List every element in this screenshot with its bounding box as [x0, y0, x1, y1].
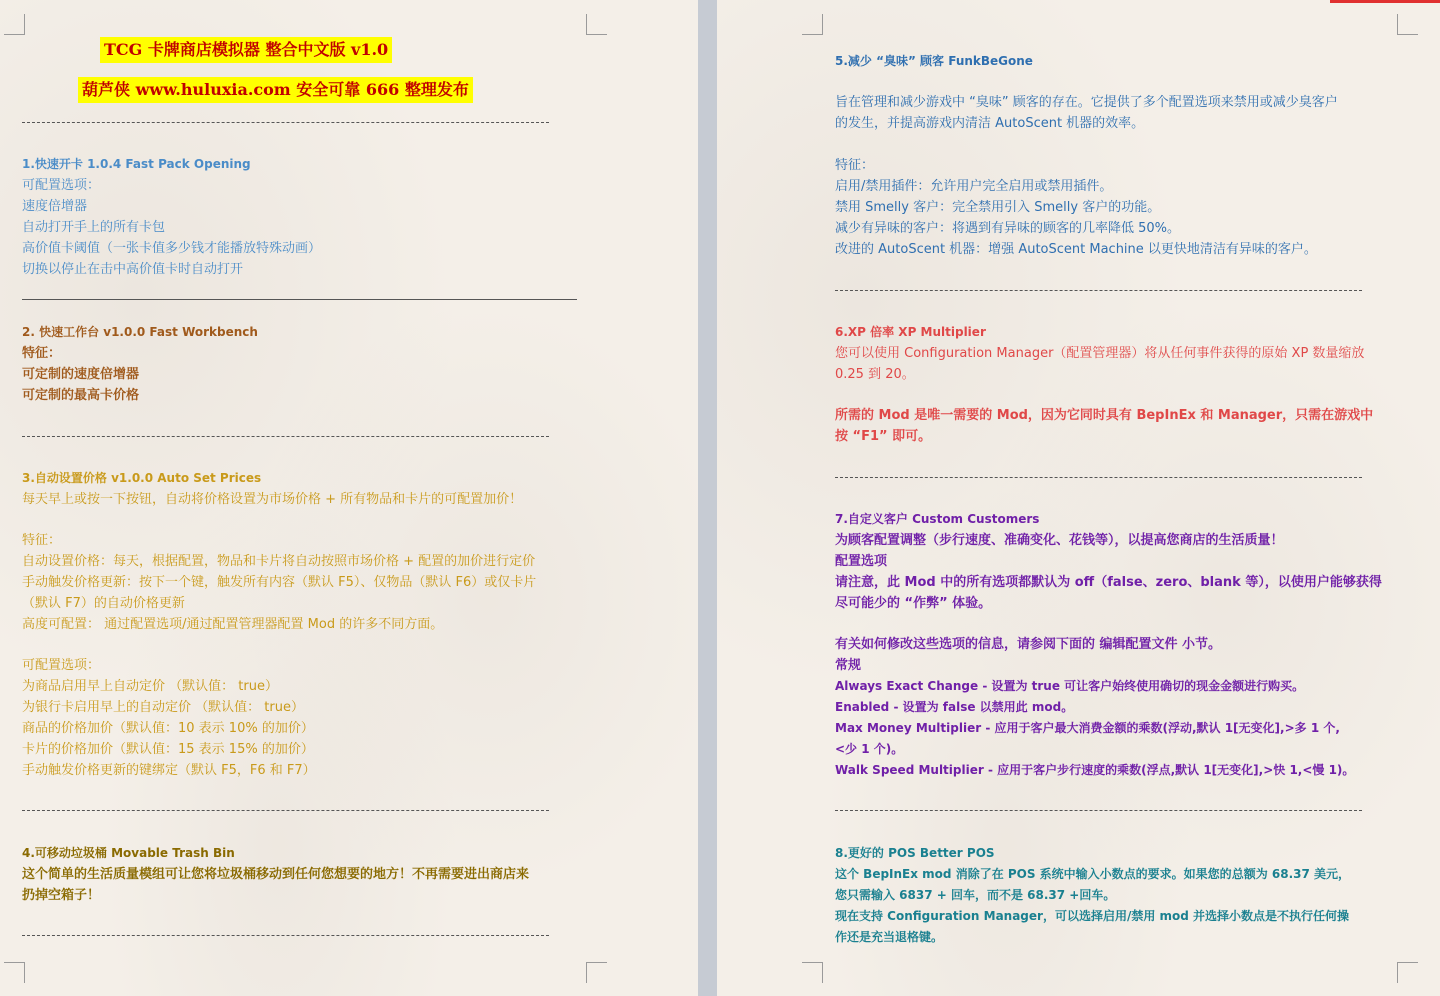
document-subtitle: 葫芦侠 www.huluxia.com 安全可靠 666 整理发布: [78, 77, 473, 103]
text-line: 速度倍增器: [22, 199, 88, 214]
text-line: 可定制的速度倍增器: [22, 367, 140, 382]
page-marker: [1330, 0, 1440, 3]
text-line: Enabled - 设置为 false 以禁用此 mod。: [835, 700, 1074, 714]
section-heading-funkbegone: 5.减少 “臭味” 顾客 FunkBeGone: [835, 54, 1033, 68]
text-line: 改进的 AutoScent 机器：增强 AutoScent Machine 以更快地清洁有异味的客户。: [835, 242, 1317, 257]
page-gutter: [698, 0, 717, 996]
text-line: 特征：: [22, 533, 62, 548]
document-page-right: [717, 0, 1440, 996]
text-line: 启用/禁用插件：允许用户完全启用或禁用插件。: [835, 179, 1113, 194]
page-corner-mark: [586, 962, 607, 983]
text-line: 可配置选项：: [22, 658, 101, 673]
text-line: 商品的价格加价（默认值：10 表示 10% 的加价）: [22, 721, 314, 736]
page-corner-mark: [1397, 14, 1418, 35]
text-line: 每天早上或按一下按钮，自动将价格设置为市场价格 + 所有物品和卡片的可配置加价！: [22, 492, 523, 507]
section-heading-fast-workbench: 2. 快速工作台 v1.0.0 Fast Workbench: [22, 325, 258, 339]
text-line: Max Money Multiplier - 应用于客户最大消费金额的乘数(浮动,默认 1[无变化],>多 1 个,: [835, 721, 1340, 735]
section-divider: [835, 290, 1362, 291]
section-heading-custom-customers: 7.自定义客户 Custom Customers: [835, 512, 1040, 526]
page-corner-mark: [4, 14, 25, 35]
text-line: 卡片的价格加价（默认值：15 表示 15% 的加价）: [22, 742, 314, 757]
text-line: Walk Speed Multiplier - 应用于客户步行速度的乘数(浮点,默认 1[无变化],>快 1,<慢 1)。: [835, 763, 1355, 777]
section-heading-auto-set-prices: 3.自动设置价格 v1.0.0 Auto Set Prices: [22, 471, 262, 485]
text-line: 为商品启用早上自动定价 （默认值： true）: [22, 679, 278, 694]
text-line: <少 1 个)。: [835, 742, 904, 756]
document-title: TCG 卡牌商店模拟器 整合中文版 v1.0: [100, 37, 392, 63]
text-line: 自动设置价格：每天，根据配置，物品和卡片将自动按照市场价格 + 配置的加价进行定价: [22, 554, 536, 569]
section-heading-fast-pack-opening: 1.快速开卡 1.0.4 Fast Pack Opening: [22, 157, 251, 171]
text-line: 按 “F1” 即可。: [835, 429, 932, 444]
text-line: 的发生，并提高游戏内清洁 AutoScent 机器的效率。: [835, 116, 1145, 131]
text-line: 作还是充当退格键。: [835, 930, 944, 944]
text-line: 手动触发价格更新的键绑定（默认 F5，F6 和 F7）: [22, 763, 316, 778]
document-page-left: [0, 0, 698, 996]
section-divider: [835, 477, 1362, 478]
section-divider: [835, 810, 1362, 811]
page-corner-mark: [1397, 962, 1418, 983]
page-corner-mark: [586, 14, 607, 35]
text-line: 特征：: [22, 346, 62, 361]
text-line: 有关如何修改这些选项的信息，请参阅下面的 编辑配置文件 小节。: [835, 637, 1222, 652]
text-line: 为顾客配置调整（步行速度、准确变化、花钱等），以提高您商店的生活质量！: [835, 533, 1284, 548]
text-line: 0.25 到 20。: [835, 367, 915, 382]
text-line: 扔掉空箱子！: [22, 888, 101, 903]
text-line: 尽可能少的 “作弊” 体验。: [835, 596, 992, 611]
text-line: 旨在管理和减少游戏中 “臭味” 顾客的存在。它提供了多个配置选项来禁用或减少臭客户: [835, 95, 1338, 110]
text-line: 禁用 Smelly 客户：完全禁用引入 Smelly 客户的功能。: [835, 200, 1161, 215]
section-divider: [22, 122, 549, 123]
section-heading-movable-trash-bin: 4.可移动垃圾桶 Movable Trash Bin: [22, 846, 235, 860]
text-line: 这个 BepInEx mod 消除了在 POS 系统中输入小数点的要求。如果您的总额为 68.37 美元，: [835, 867, 1351, 881]
section-divider: [22, 299, 577, 300]
text-line: 减少有异味的客户：将遇到有异味的顾客的几率降低 50%。: [835, 221, 1181, 236]
section-heading-better-pos: 8.更好的 POS Better POS: [835, 846, 995, 860]
text-line: 特征：: [835, 158, 875, 173]
section-divider: [22, 810, 549, 811]
section-divider: [22, 436, 549, 437]
text-line: 配置选项: [835, 554, 888, 569]
page-corner-mark: [4, 962, 25, 983]
text-line: 切换以停止在击中高价值卡时自动打开: [22, 262, 244, 277]
text-line: 为银行卡启用早上的自动定价 （默认值： true）: [22, 700, 304, 715]
text-line: 手动触发价格更新：按下一个键，触发所有内容（默认 F5）、仅物品（默认 F6）或仅卡片: [22, 575, 537, 590]
page-corner-mark: [802, 962, 823, 983]
page-corner-mark: [802, 14, 823, 35]
text-line: 您可以使用 Configuration Manager（配置管理器）将从任何事件获得的原始 XP 数量缩放: [835, 346, 1365, 361]
section-divider: [22, 935, 549, 936]
text-line: 自动打开手上的所有卡包: [22, 220, 166, 235]
section-heading-xp-multiplier: 6.XP 倍率 XP Multiplier: [835, 325, 986, 339]
text-line: 可定制的最高卡价格: [22, 388, 140, 403]
text-line: 可配置选项：: [22, 178, 101, 193]
text-line: 这个简单的生活质量模组可让您将垃圾桶移动到任何您想要的地方！不再需要进出商店来: [22, 867, 530, 882]
text-line: 常规: [835, 658, 862, 673]
text-line: 现在支持 Configuration Manager，可以选择启用/禁用 mod 并选择小数点是不执行任何操: [835, 909, 1350, 923]
text-line: 所需的 Mod 是唯一需要的 Mod，因为它同时具有 BepInEx 和 Manager，只需在游戏中: [835, 408, 1374, 423]
text-line: （默认 F7）的自动价格更新: [22, 596, 185, 611]
text-line: 请注意，此 Mod 中的所有选项都默认为 off（false、zero、blank 等），以使用户能够获得: [835, 575, 1382, 590]
text-line: 高价值卡阈值（一张卡值多少钱才能播放特殊动画）: [22, 241, 322, 256]
text-line: 高度可配置： 通过配置选项/通过配置管理器配置 Mod 的许多不同方面。: [22, 617, 444, 632]
text-line: Always Exact Change - 设置为 true 可让客户始终使用确切的现金金额进行购买。: [835, 679, 1305, 693]
text-line: 您只需输入 6837 + 回车，而不是 68.37 +回车。: [835, 888, 1116, 902]
